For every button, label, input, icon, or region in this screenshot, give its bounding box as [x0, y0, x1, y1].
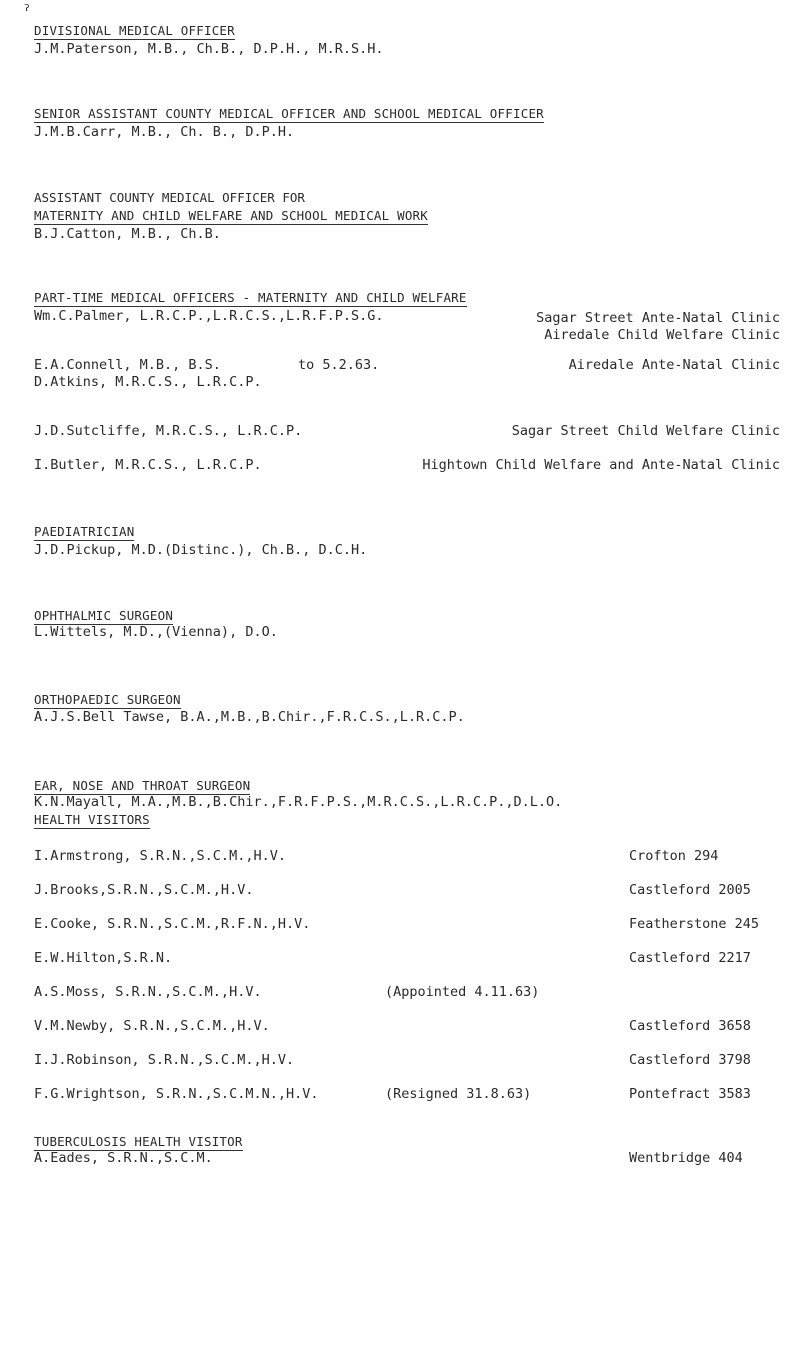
part-time-heading: PART-TIME MEDICAL OFFICERS - MATERNITY AND CHILD WELFARE [34, 290, 467, 305]
part-time-name-1: Wm.C.Palmer, L.R.C.P.,L.R.C.S.,L.R.F.P.S.G. [34, 308, 384, 324]
senior-assistant-name: J.M.B.Carr, M.B., Ch. B., D.P.H. [34, 124, 295, 140]
paediatrician-name: J.D.Pickup, M.D.(Distinc.), Ch.B., D.C.H. [34, 542, 368, 558]
hv-name-7: I.J.Robinson, S.R.N.,S.C.M.,H.V. [34, 1052, 295, 1068]
part-time-name-5: J.D.Sutcliffe, M.R.C.S., L.R.C.P. [34, 423, 303, 439]
tb-phone: Wentbridge 404 [629, 1150, 743, 1166]
hv-note-5: (Appointed 4.11.63) [385, 984, 540, 1000]
part-time-name-4: D.Atkins, M.R.C.S., L.R.C.P. [34, 374, 262, 390]
orthopaedic-heading: ORTHOPAEDIC SURGEON [34, 692, 181, 707]
part-time-clinic-1: Sagar Street Ante-Natal Clinic [536, 310, 780, 326]
part-time-clinic-5: Sagar Street Child Welfare Clinic [511, 423, 780, 439]
ent-name: K.N.Mayall, M.A.,M.B.,B.Chir.,F.R.F.P.S.,M.R.C.S.,L.R.C.P.,D.L.O. [34, 794, 563, 810]
hv-phone-1: Crofton 294 [629, 848, 719, 864]
hv-phone-8: Pontefract 3583 [629, 1086, 751, 1102]
divisional-heading: DIVISIONAL MEDICAL OFFICER [34, 23, 235, 38]
hv-note-8: (Resigned 31.8.63) [385, 1086, 532, 1102]
part-time-note-3: to 5.2.63. [298, 357, 380, 373]
hv-phone-4: Castleford 2217 [629, 950, 751, 966]
ent-heading: EAR, NOSE AND THROAT SURGEON [34, 778, 251, 793]
tb-heading: TUBERCULOSIS HEALTH VISITOR [34, 1134, 243, 1149]
part-time-name-3: E.A.Connell, M.B., B.S. [34, 357, 221, 373]
hv-phone-3: Featherstone 245 [629, 916, 760, 932]
paediatrician-heading: PAEDIATRICIAN [34, 524, 135, 539]
part-time-clinic-2: Airedale Child Welfare Clinic [544, 327, 780, 343]
handwritten-mark: ˀ [22, 3, 32, 22]
health-visitors-heading: HEALTH VISITORS [34, 812, 150, 827]
divisional-name: J.M.Paterson, M.B., Ch.B., D.P.H., M.R.S.H. [34, 41, 384, 57]
hv-name-6: V.M.Newby, S.R.N.,S.C.M.,H.V. [34, 1018, 270, 1034]
part-time-clinic-6: Hightown Child Welfare and Ante-Natal Clinic [422, 457, 780, 473]
assistant-heading-line2: MATERNITY AND CHILD WELFARE AND SCHOOL MEDICAL WORK [34, 208, 429, 223]
part-time-name-6: I.Butler, M.R.C.S., L.R.C.P. [34, 457, 262, 473]
hv-name-1: I.Armstrong, S.R.N.,S.C.M.,H.V. [34, 848, 286, 864]
ophthalmic-name: L.Wittels, M.D.,(Vienna), D.O. [34, 624, 278, 640]
hv-phone-7: Castleford 3798 [629, 1052, 751, 1068]
assistant-heading-line1: ASSISTANT COUNTY MEDICAL OFFICER FOR [34, 190, 305, 205]
hv-name-4: E.W.Hilton,S.R.N. [34, 950, 173, 966]
hv-name-3: E.Cooke, S.R.N.,S.C.M.,R.F.N.,H.V. [34, 916, 311, 932]
orthopaedic-name: A.J.S.Bell Tawse, B.A.,M.B.,B.Chir.,F.R.C.S.,L.R.C.P. [34, 709, 465, 725]
ophthalmic-heading: OPHTHALMIC SURGEON [34, 608, 174, 623]
hv-name-2: J.Brooks,S.R.N.,S.C.M.,H.V. [34, 882, 254, 898]
hv-name-5: A.S.Moss, S.R.N.,S.C.M.,H.V. [34, 984, 262, 1000]
hv-phone-6: Castleford 3658 [629, 1018, 751, 1034]
senior-assistant-heading: SENIOR ASSISTANT COUNTY MEDICAL OFFICER AND SCHOOL MEDICAL OFFICER [34, 106, 544, 121]
part-time-clinic-3: Airedale Ante-Natal Clinic [568, 357, 780, 373]
hv-name-8: F.G.Wrightson, S.R.N.,S.C.M.N.,H.V. [34, 1086, 319, 1102]
assistant-name: B.J.Catton, M.B., Ch.B. [34, 226, 221, 242]
tb-name: A.Eades, S.R.N.,S.C.M. [34, 1150, 213, 1166]
hv-phone-2: Castleford 2005 [629, 882, 751, 898]
